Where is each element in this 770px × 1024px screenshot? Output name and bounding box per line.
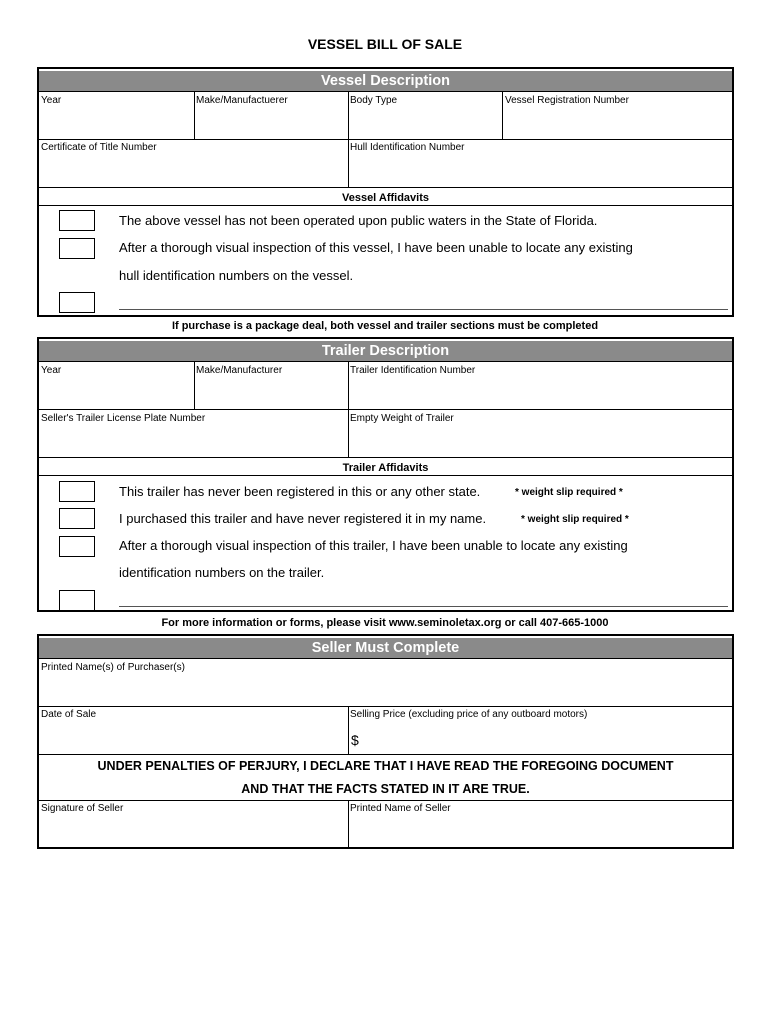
trailer-plate-field[interactable]: Seller's Trailer License Plate Number — [41, 413, 206, 424]
trailer-identification-field[interactable]: Trailer Identification Number — [350, 365, 476, 376]
weight-slip-note-1: * weight slip required * — [515, 487, 623, 498]
divider — [39, 139, 732, 140]
selling-price-field[interactable]: Selling Price (excluding price of any outboard motors) — [350, 709, 588, 720]
perjury-statement-line-2: AND THAT THE FACTS STATED IN IT ARE TRUE. — [241, 782, 530, 796]
trailer-affidavit-2-checkbox[interactable] — [59, 508, 95, 529]
trailer-make-field[interactable]: Make/Manufacturer — [196, 365, 283, 376]
trailer-section — [37, 337, 734, 612]
divider — [348, 800, 349, 849]
trailer-affidavits-header: Trailer Affidavits — [342, 462, 429, 474]
dollar-sign: $ — [351, 732, 359, 748]
divider — [502, 91, 503, 139]
certificate-of-title-field[interactable]: Certificate of Title Number — [41, 142, 157, 153]
vessel-affidavit-2-continued: hull identification numbers on the vessel. — [119, 268, 354, 283]
divider — [39, 457, 732, 458]
trailer-affidavit-1-text: This trailer has never been registered in this or any other state. — [119, 484, 481, 499]
hull-identification-field[interactable]: Hull Identification Number — [350, 142, 465, 153]
vessel-section — [37, 67, 734, 317]
vessel-description-header: Vessel Description — [39, 71, 732, 91]
seller-signature-field[interactable]: Signature of Seller — [41, 803, 124, 814]
divider — [194, 361, 195, 409]
more-information-note: For more information or forms, please visit www.seminoletax.org or call 407-665-1000 — [161, 617, 609, 629]
vessel-affidavit-other-line[interactable] — [119, 309, 728, 310]
form-title: VESSEL BILL OF SALE — [307, 36, 463, 52]
divider — [39, 706, 732, 707]
package-deal-note: If purchase is a package deal, both vessel and trailer sections must be completed — [171, 320, 599, 332]
trailer-affidavit-3-checkbox[interactable] — [59, 536, 95, 557]
vessel-registration-field[interactable]: Vessel Registration Number — [505, 95, 629, 106]
divider — [39, 361, 732, 362]
divider — [39, 205, 732, 206]
vessel-body-type-field[interactable]: Body Type — [350, 95, 398, 106]
date-of-sale-field[interactable]: Date of Sale — [41, 709, 97, 720]
divider — [39, 754, 732, 755]
vessel-affidavits-header: Vessel Affidavits — [341, 192, 430, 204]
trailer-affidavit-1-checkbox[interactable] — [59, 481, 95, 502]
vessel-affidavit-1-text: The above vessel has not been operated upon public waters in the State of Florida. — [119, 213, 598, 228]
trailer-weight-field[interactable]: Empty Weight of Trailer — [350, 413, 454, 424]
perjury-statement-line-1: UNDER PENALTIES OF PERJURY, I DECLARE THAT I HAVE READ THE FOREGOING DOCUMENT — [97, 759, 674, 773]
divider — [348, 706, 349, 754]
divider — [39, 409, 732, 410]
weight-slip-note-2: * weight slip required * — [521, 514, 629, 525]
vessel-year-field[interactable]: Year — [41, 95, 62, 106]
purchaser-name-field[interactable]: Printed Name(s) of Purchaser(s) — [41, 662, 185, 673]
trailer-affidavit-3-continued: identification numbers on the trailer. — [119, 565, 325, 580]
trailer-description-header: Trailer Description — [39, 341, 732, 361]
vessel-make-field[interactable]: Make/Manufactuerer — [196, 95, 288, 106]
trailer-affidavit-3-text: After a thorough visual inspection of this trailer, I have been unable to locate any existing — [119, 538, 628, 553]
divider — [39, 475, 732, 476]
seller-printed-name-field[interactable]: Printed Name of Seller — [350, 803, 451, 814]
seller-section — [37, 634, 734, 849]
trailer-affidavit-other-checkbox[interactable] — [59, 590, 95, 611]
divider — [39, 658, 732, 659]
vessel-affidavit-1-checkbox[interactable] — [59, 210, 95, 231]
divider — [39, 91, 732, 92]
trailer-affidavit-other-line[interactable] — [119, 606, 728, 607]
trailer-affidavit-2-text: I purchased this trailer and have never registered it in my name. — [119, 511, 487, 526]
divider — [39, 800, 732, 801]
seller-must-complete-header: Seller Must Complete — [39, 638, 732, 658]
vessel-affidavit-other-checkbox[interactable] — [59, 292, 95, 313]
divider — [194, 91, 195, 139]
vessel-affidavit-2-text: After a thorough visual inspection of this vessel, I have been unable to locate any existing — [119, 240, 633, 255]
trailer-year-field[interactable]: Year — [41, 365, 62, 376]
divider — [39, 187, 732, 188]
vessel-affidavit-2-checkbox[interactable] — [59, 238, 95, 259]
